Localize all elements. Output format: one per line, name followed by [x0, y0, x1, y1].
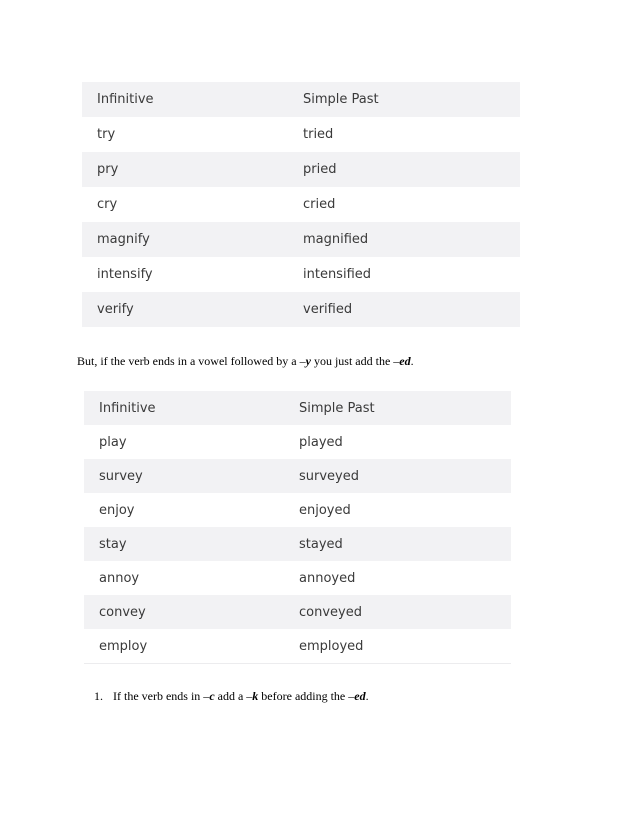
simple-past-cell: annoyed: [299, 570, 356, 586]
verbs-vowel-y-table: [84, 391, 511, 663]
paragraph-text: .: [410, 354, 414, 368]
simple-past-cell: employed: [299, 638, 364, 654]
simple-past-cell: conveyed: [284, 595, 511, 629]
list-emphasis-k: k: [252, 689, 259, 703]
paragraph-emphasis-ed: ed: [399, 354, 411, 368]
list-item-text: .: [365, 689, 369, 703]
table-row: [84, 459, 511, 493]
infinitive-cell: pry: [82, 152, 288, 187]
paragraph-text: But, if the verb ends in a vowel followed by a –: [77, 354, 306, 368]
list-emphasis-ed: ed: [354, 689, 366, 703]
table-row: [84, 493, 511, 527]
paragraph-text: you just add the –: [310, 354, 400, 368]
infinitive-cell: cry: [97, 197, 118, 212]
column-header-simple-past: Simple Past: [288, 82, 520, 117]
table-row: [84, 561, 511, 595]
table-header-row: [84, 391, 511, 425]
table-row: [82, 222, 520, 257]
verbs-y-table: [82, 82, 520, 327]
table-row: [82, 187, 520, 222]
infinitive-cell: annoy: [99, 570, 140, 586]
infinitive-cell: intensify: [97, 267, 153, 282]
infinitive-cell: employ: [99, 638, 148, 654]
column-header-infinitive: Infinitive: [84, 391, 284, 425]
paragraph-emphasis-y: y: [305, 354, 311, 368]
simple-past-cell: intensified: [303, 267, 372, 282]
list-item-text: add a –: [214, 689, 253, 703]
infinitive-cell: play: [99, 434, 127, 450]
simple-past-cell: enjoyed: [299, 502, 351, 518]
simple-past-cell: magnified: [288, 222, 520, 257]
list-number: 1.: [94, 689, 103, 703]
infinitive-cell: enjoy: [99, 502, 135, 518]
simple-past-cell: stayed: [284, 527, 511, 561]
table-row: [82, 117, 520, 152]
table-row: [82, 257, 520, 292]
table-row: [84, 527, 511, 561]
table-row: [82, 152, 520, 187]
simple-past-cell: played: [299, 434, 343, 450]
list-item-text: before adding the –: [258, 689, 355, 703]
table-row: [84, 629, 511, 663]
simple-past-cell: verified: [288, 292, 520, 327]
simple-past-cell: cried: [303, 197, 336, 212]
infinitive-cell: magnify: [82, 222, 288, 257]
vowel-y-rule-paragraph: [77, 354, 414, 369]
numbered-list-item: [94, 689, 369, 704]
simple-past-cell: pried: [288, 152, 520, 187]
table-row: [82, 292, 520, 327]
table-header-row: [82, 82, 520, 117]
infinitive-cell: verify: [82, 292, 288, 327]
table-row: [84, 425, 511, 459]
simple-past-cell: tried: [303, 127, 334, 142]
list-emphasis-c: c: [209, 689, 215, 703]
infinitive-cell: stay: [84, 527, 284, 561]
infinitive-cell: survey: [84, 459, 284, 493]
column-header-simple-past: Simple Past: [284, 391, 511, 425]
column-header-infinitive: Infinitive: [82, 82, 288, 117]
infinitive-cell: try: [97, 127, 116, 142]
table-row: [84, 595, 511, 629]
table-bottom-divider: [84, 663, 511, 664]
infinitive-cell: convey: [84, 595, 284, 629]
list-item-text: If the verb ends in –: [113, 689, 210, 703]
simple-past-cell: surveyed: [284, 459, 511, 493]
